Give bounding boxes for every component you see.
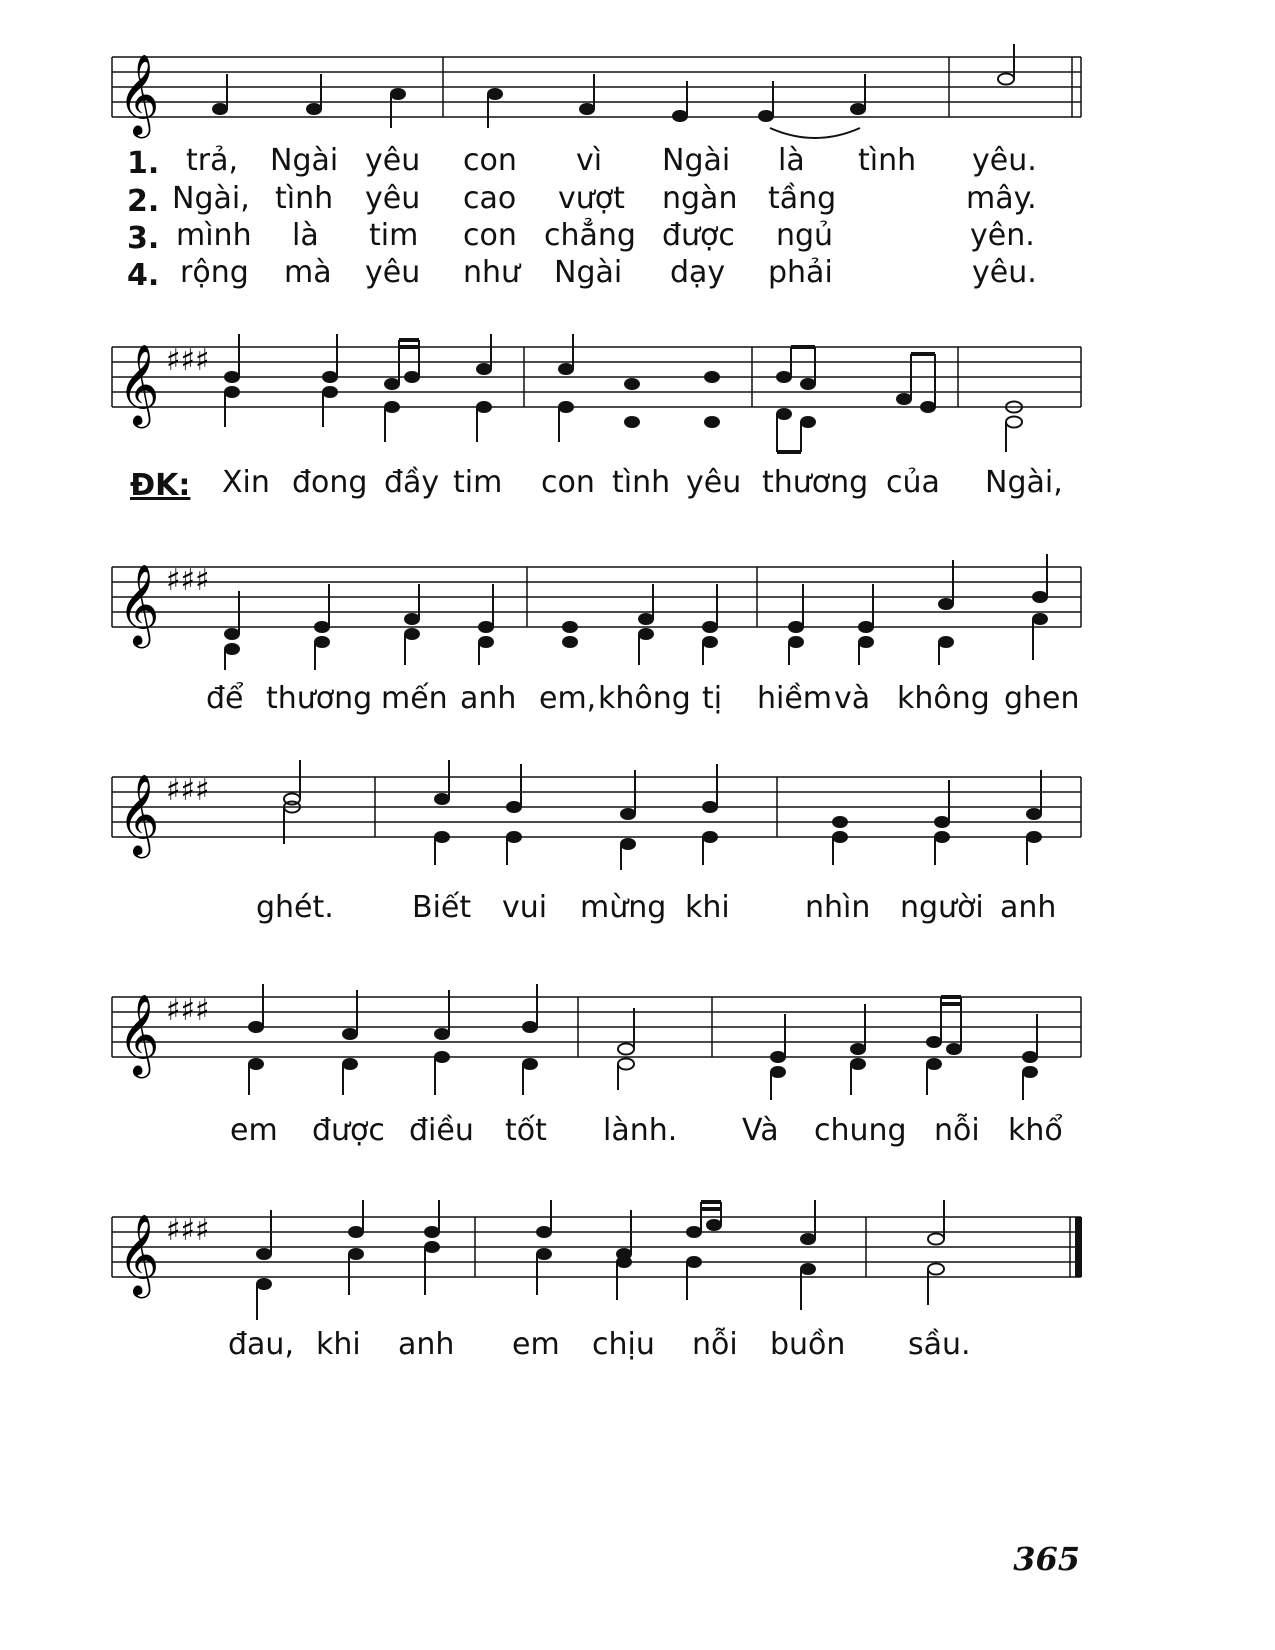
refrain-word: chịu (592, 1327, 655, 1362)
verse-1-word: trả, (186, 143, 239, 178)
verse-4-word: mà (284, 255, 332, 290)
refrain-word: người (900, 890, 984, 925)
refrain-label: ĐK: (130, 468, 191, 503)
verse-3-word: chẳng (544, 218, 636, 253)
verse-3-word: con (463, 218, 517, 253)
staff-system-6 (0, 1200, 1275, 1330)
verse-2-word: tầng (768, 181, 837, 216)
svg-text:♯♯♯: ♯♯♯ (166, 1213, 210, 1248)
key-signature-icon: ♯♯♯ (166, 343, 210, 378)
verse-4-word: yêu (365, 255, 421, 290)
refrain-word: thương (266, 681, 373, 716)
verse-1-word: tình (858, 143, 917, 178)
refrain-word: không (598, 681, 691, 716)
verse-1-number: 1. (127, 146, 160, 181)
refrain-word: nỗi (934, 1113, 980, 1148)
refrain-word: khổ (1008, 1113, 1063, 1148)
verse-1-word: con (463, 143, 517, 178)
final-barline (1075, 1217, 1082, 1277)
refrain-word: hiềm (757, 681, 833, 716)
svg-text:♯♯♯: ♯♯♯ (166, 773, 210, 808)
refrain-word: để (206, 681, 244, 716)
refrain-word: ghét. (256, 890, 334, 925)
refrain-word: đầy (384, 465, 440, 500)
verse-2-word: cao (463, 181, 517, 216)
verse-3-word: mình (176, 218, 252, 253)
verse-4-word: như (463, 255, 521, 290)
verse-2-word: vượt (558, 181, 625, 216)
verse-2-word: mây. (966, 181, 1037, 216)
refrain-word: Biết (412, 890, 472, 925)
verse-1-word: yêu (365, 143, 421, 178)
verse-3-word: được (662, 218, 735, 253)
refrain-word: sầu. (908, 1327, 971, 1362)
verse-1-word: Ngài (270, 143, 339, 178)
refrain-word: tình (612, 465, 671, 500)
staff-system-2 (0, 330, 1275, 460)
refrain-word: mừng (580, 890, 667, 925)
refrain-word: em, (539, 681, 597, 716)
verse-3-word: ngủ (776, 218, 834, 253)
verse-4-word: dạy (670, 255, 726, 290)
verse-2-word: tình (275, 181, 334, 216)
page-number: 365 (1013, 1540, 1080, 1578)
refrain-word: em (230, 1113, 278, 1148)
refrain-word: không (897, 681, 990, 716)
verse-1-word: Ngài (662, 143, 731, 178)
verse-4-word: Ngài (554, 255, 623, 290)
staff-system-5 (0, 980, 1275, 1110)
refrain-word: anh (398, 1327, 455, 1362)
refrain-word: buồn (770, 1327, 846, 1362)
verse-3-word: là (292, 218, 319, 253)
verse-1-word: vì (576, 143, 603, 178)
verse-4-number: 4. (127, 258, 160, 293)
refrain-word: em (512, 1327, 560, 1362)
refrain-word: nỗi (692, 1327, 738, 1362)
refrain-word: khi (685, 890, 730, 925)
refrain-word: đau, (228, 1327, 294, 1362)
refrain-word: nhìn (805, 890, 871, 925)
refrain-word: Ngài, (985, 465, 1063, 500)
refrain-word: lành. (603, 1113, 678, 1148)
verse-3-word: yên. (970, 218, 1035, 253)
refrain-word: tim (453, 465, 503, 500)
verse-4-word: phải (768, 255, 833, 290)
svg-text:𝄞: 𝄞 (118, 1213, 160, 1295)
refrain-word: ghen (1004, 681, 1080, 716)
svg-text:𝄞: 𝄞 (118, 563, 160, 645)
verse-2-word: ngàn (662, 181, 738, 216)
verse-3-word: tim (369, 218, 419, 253)
verse-2-word: Ngài, (172, 181, 250, 216)
refrain-word: tốt (505, 1113, 547, 1148)
verse-4-word: rộng (180, 255, 249, 290)
staff-system-4 (0, 760, 1275, 890)
verse-4-word: yêu. (972, 255, 1037, 290)
refrain-word: của (886, 465, 940, 500)
refrain-word: anh (460, 681, 517, 716)
refrain-word: Và (742, 1113, 779, 1148)
refrain-word: anh (1000, 890, 1057, 925)
refrain-word: mến (381, 681, 448, 716)
verse-1-word: là (778, 143, 805, 178)
svg-text:𝄞: 𝄞 (118, 993, 160, 1075)
treble-clef-icon: 𝄞 (118, 53, 160, 135)
verse-2-number: 2. (127, 184, 160, 219)
svg-text:♯♯♯: ♯♯♯ (166, 993, 210, 1028)
refrain-word: điều (409, 1113, 474, 1148)
refrain-word: Xin (222, 465, 270, 500)
refrain-word: con (541, 465, 595, 500)
verse-1-word: yêu. (972, 143, 1037, 178)
verse-2-word: yêu (365, 181, 421, 216)
svg-text:♯♯♯: ♯♯♯ (166, 563, 210, 598)
refrain-word: khi (316, 1327, 361, 1362)
refrain-word: và (834, 681, 871, 716)
verse-3-number: 3. (127, 221, 160, 256)
staff-system-3 (0, 550, 1275, 680)
svg-text:𝄞: 𝄞 (118, 343, 160, 425)
refrain-word: vui (502, 890, 548, 925)
refrain-word: đong (292, 465, 368, 500)
refrain-word: tị (702, 681, 723, 716)
refrain-word: thương (762, 465, 869, 500)
refrain-word: được (312, 1113, 385, 1148)
svg-text:𝄞: 𝄞 (118, 773, 160, 855)
refrain-word: chung (814, 1113, 907, 1148)
refrain-word: yêu (686, 465, 742, 500)
